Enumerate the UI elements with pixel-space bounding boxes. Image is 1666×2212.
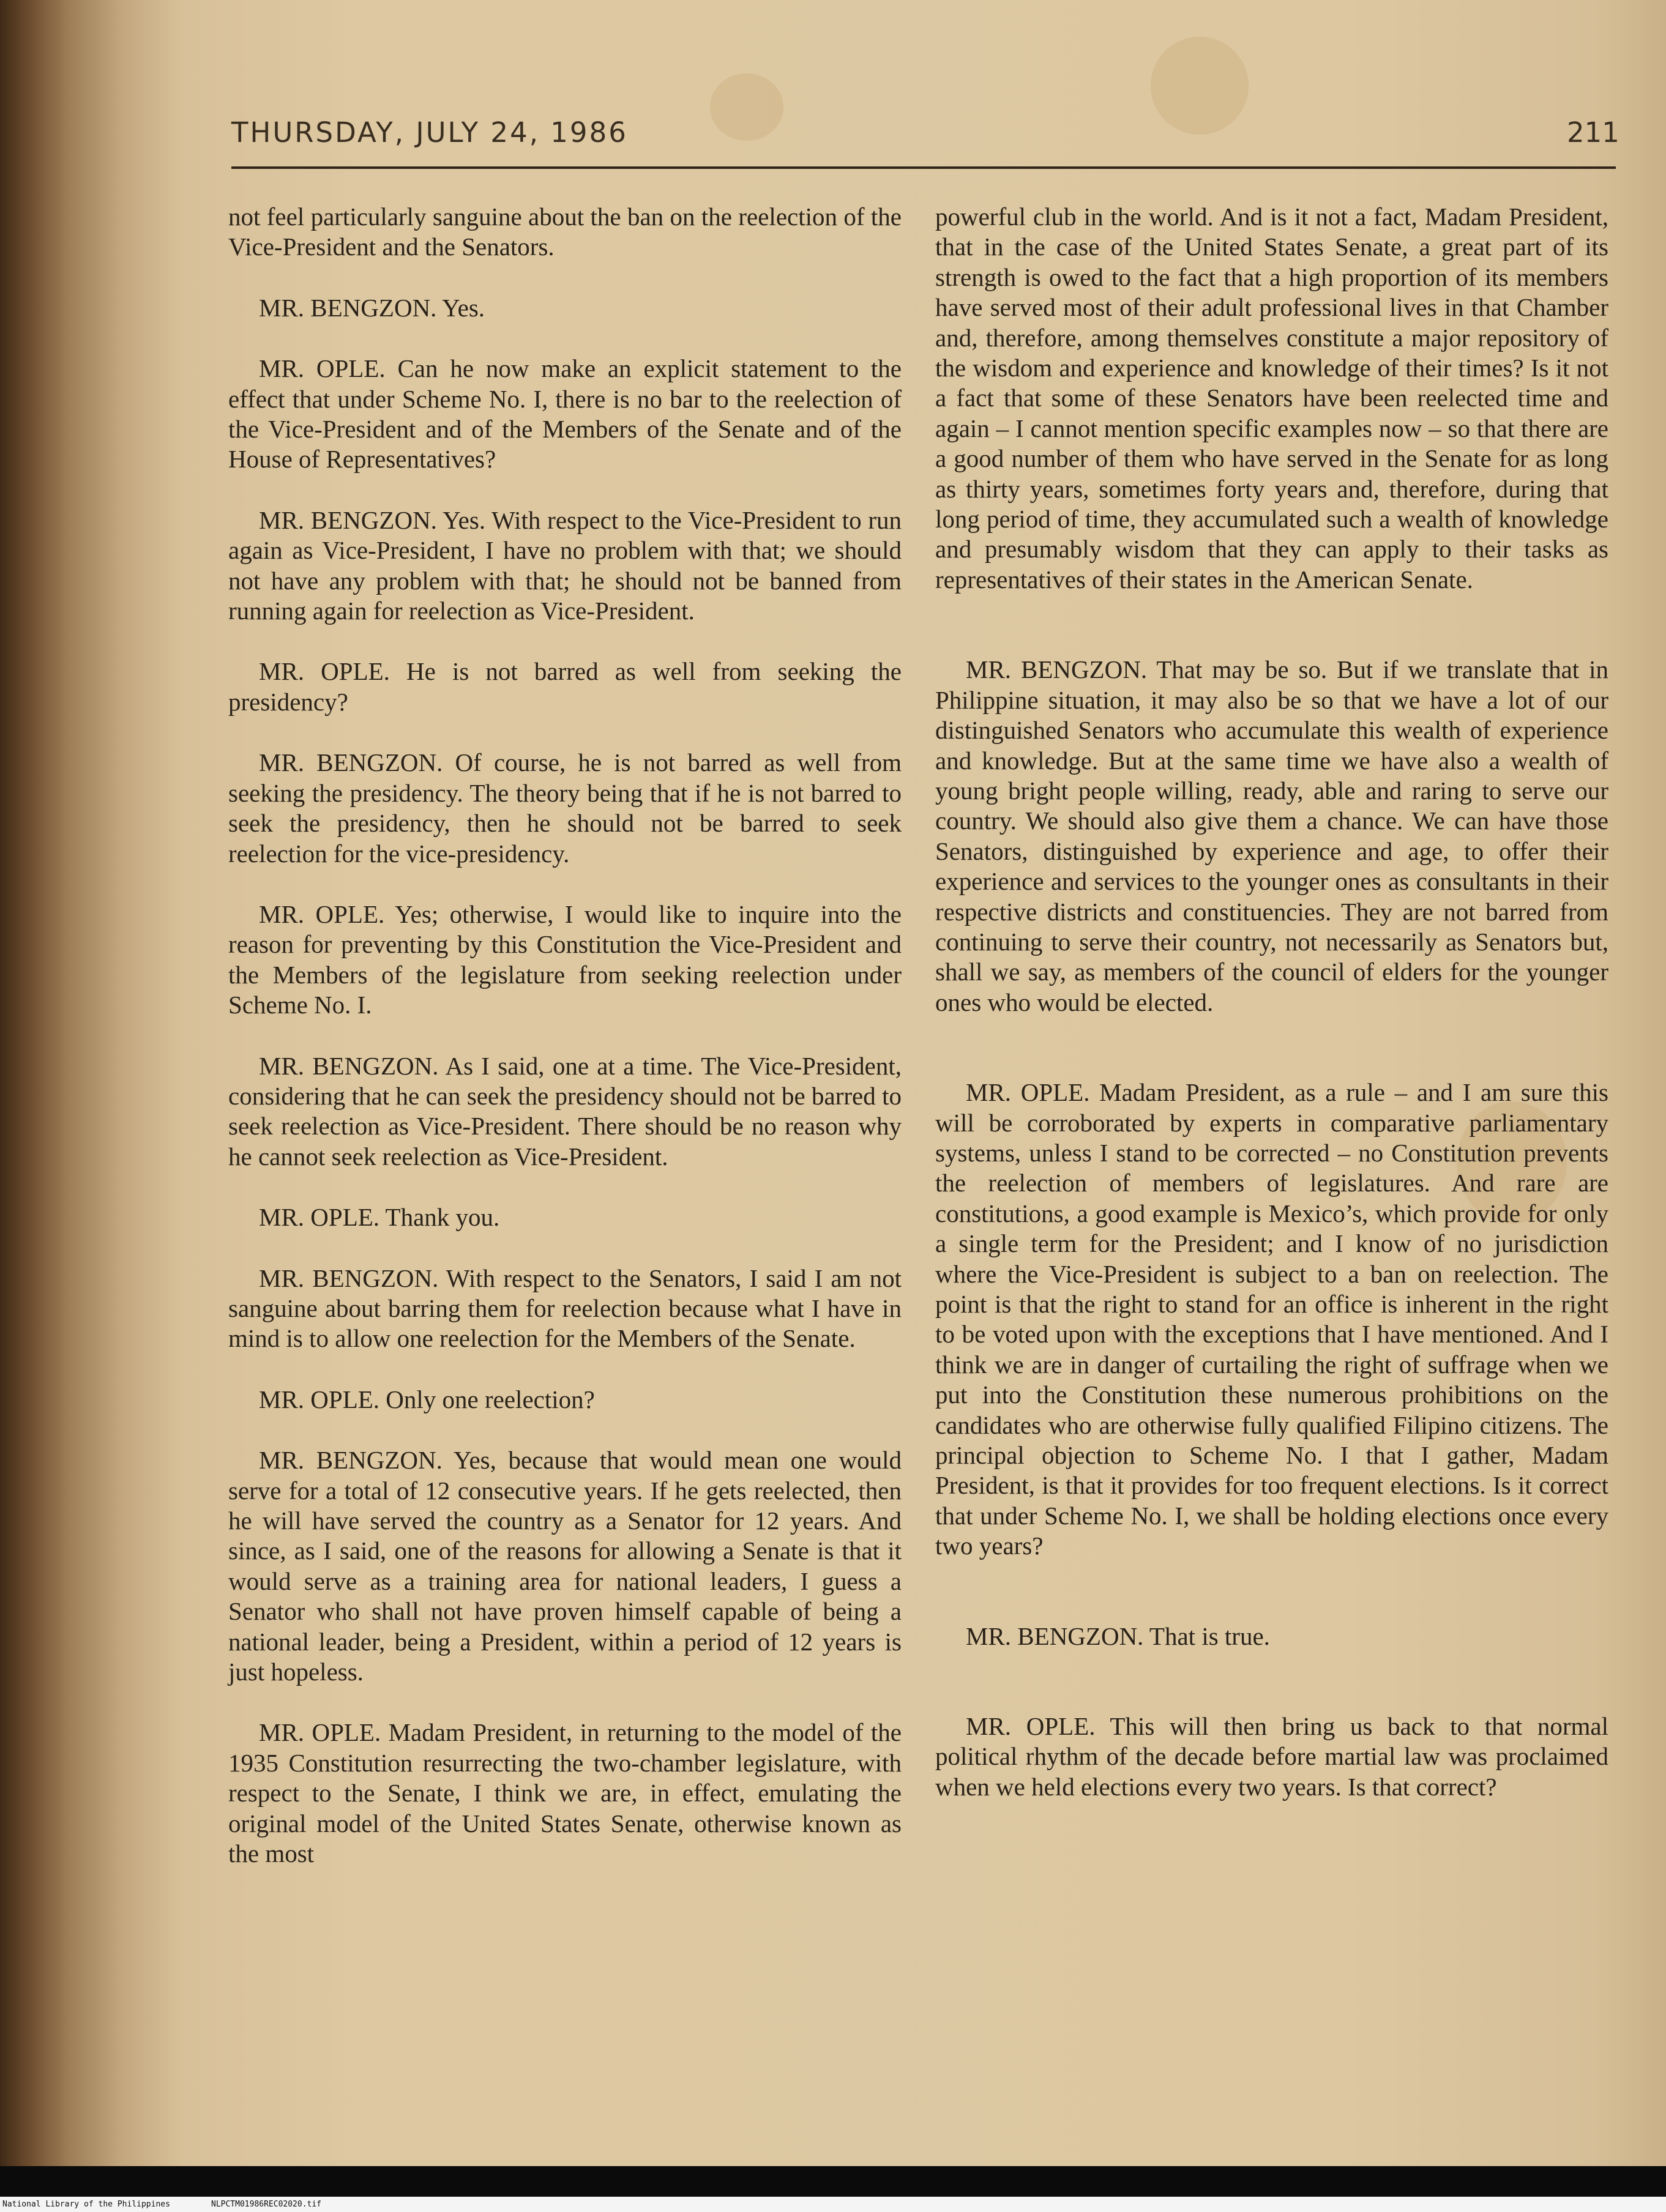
paper-stain [1151, 37, 1249, 135]
page-header-date: THURSDAY, JULY 24, 1986 [231, 116, 628, 149]
library-label: National Library of the Philippines [2, 2200, 170, 2209]
paragraph: MR. OPLE. This will then bring us back to that normal political rhythm of the decade before martial law was proclaimed when we held elections every two years. Is that correct? [935, 1712, 1608, 1801]
paragraph: MR. OPLE. Madam President, as a rule – and I am sure this will be corroborated by experts in comparative parliamentary systems, unless I stand to be corrected – no Constitution prevents the reelection of members of legislatures. And rare are constitutions, a good example is Mexico’s, which provide for only a single term for the President; and I know of no jurisdiction where the Vice-President is subject to a ban on reelection. The point is that the right to stand for an office is inherent in the right to be voted upon with the exceptions that I have mentioned. And I think we are in danger of curtailing the right of suffrage when we put into the Constitution these numerous prohibitions on the candidates who are otherwise fully qualified Filipino citizens. The principal objection to Scheme No. I that I gather, Madam President, is that it provides for too frequent elections. Is it correct that under Scheme No. I, we shall be holding elections once every two years? [935, 1078, 1608, 1560]
header-rule [231, 166, 1616, 169]
paragraph: MR. BENGZON. That may be so. But if we translate that in Philippine situation, it may also be so that we have a lot of our distinguished Senators who accumulate this wealth of experience and knowledge. But at the same time we have also a wealth of young bright people willing, ready, able and raring to serve our country. We should also give them a chance. We can have those Senators, distinguished by experience and age, to offer their experience and services to the younger ones as consultants in their respective districts and constituencies. They are not barred from continuing to serve their country, not necessarily as Senators but, shall we say, as members of the council of elders for the younger ones who would be elected. [935, 655, 1608, 1016]
scan-footer [0, 2197, 1666, 2212]
paragraph: MR. BENGZON. Yes, because that would mean one would serve for a total of 12 consecutive years. If he gets reelected, then he will have served the country as a Senator for 12 years. And since, as I said, one of the reasons for allowing a Senate is that it would serve as a training area for national leaders, I guess a Senator who shall not have proven himself capable of being a national leader, being a President, within a period of 12 years is just hopeless. [228, 1446, 902, 1686]
file-label: NLPCTM01986REC02020.tif [211, 2200, 322, 2209]
paragraph: MR. BENGZON. Yes. With respect to the Vice-President to run again as Vice-President, I have no problem with that; we should not have any problem with that; he should not be banned from running again for reelection as Vice-President. [228, 505, 902, 625]
paragraph: MR. OPLE. He is not barred as well from seeking the presidency? [228, 657, 902, 716]
paragraph: MR. OPLE. Only one reelection? [259, 1385, 595, 1413]
paragraph: not feel particularly sanguine about the ban on the reelection of the Vice-President and the Senators. [228, 203, 902, 261]
paragraph: MR. BENGZON. As I said, one at a time. The Vice-President, considering that he can seek the presidency should not be barred to seek reelection as Vice-President. There should be no reason why he cannot seek reelection as Vice-President. [228, 1051, 902, 1171]
paragraph: MR. OPLE. Thank you. [259, 1203, 500, 1232]
page-number: 211 [1567, 116, 1619, 149]
paper-stain [710, 73, 783, 141]
paragraph: MR. BENGZON. That is true. [966, 1622, 1270, 1650]
paragraph: MR. OPLE. Madam President, in returning to the model of the 1935 Constitution resurrecting the two-chamber legislature, with respect to the Senate, I think we are, in effect, emulating the original model of the United States Senate, otherwise known as the most [228, 1718, 902, 1868]
left-column [228, 202, 902, 1899]
paragraph: MR. BENGZON. Yes. [259, 293, 485, 322]
paragraph: MR. BENGZON. With respect to the Senators, I said I am not sanguine about barring them for reelection because what I have in mind is to allow one reelection for the Members of the Senate. [228, 1264, 902, 1353]
paragraph: powerful club in the world. And is it not a fact, Madam President, that in the case of the United States Senate, a great part of its strength is owed to the fact that a high proportion of its members have served most of their adult professional lives in that Chamber and, therefore, among themselves constitute a major repository of the wisdom and experience and knowledge of their times? Is it not a fact that some of these Senators have been reelected time and again – I cannot mention specific examples now – so that there are a good number of them who have served in the Senate for as long as thirty years, sometimes forty years and, therefore, during that long period of time, they accumulated such a wealth of knowledge and presumably wisdom that they can apply to their tasks as representatives of their states in the American Senate. [935, 203, 1608, 594]
paragraph: MR. OPLE. Can he now make an explicit statement to the effect that under Scheme No. I, there is no bar to the reelection of the Vice-President and of the Members of the Senate and of the House of Representatives? [228, 354, 902, 474]
paragraph: MR. BENGZON. Of course, he is not barred as well from seeking the presidency. The theory being that if he is not barred to seek the presidency, then he should not be barred to seek reelection for the vice-presidency. [228, 748, 902, 868]
right-column [935, 202, 1608, 1833]
paragraph: MR. OPLE. Yes; otherwise, I would like to inquire into the reason for preventing by this Constitution the Vice-President and the Members of the legislature from seeking reelection under Scheme No. I. [228, 899, 902, 1019]
